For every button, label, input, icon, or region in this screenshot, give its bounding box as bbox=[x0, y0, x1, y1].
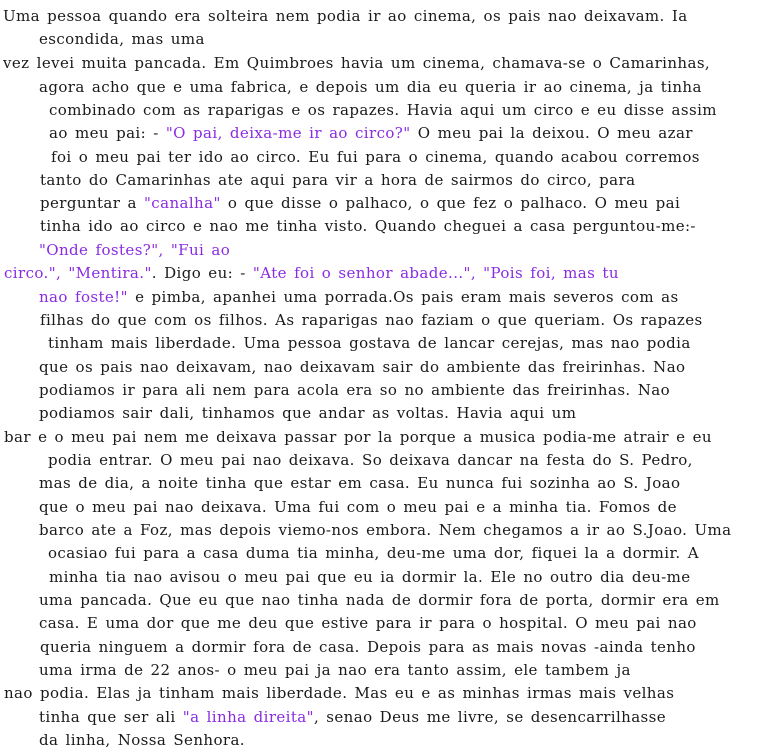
text-segment: ao meu pai: - bbox=[49, 124, 166, 142]
text-segment: Uma pessoa quando era solteira nem podia ir ao cinema, os pais nao deixavam. Ia bbox=[3, 7, 688, 25]
text-line bbox=[39, 241, 230, 259]
text-segment: agora acho que e uma fabrica, e depois um dia eu queria ir ao cinema, ja tinha bbox=[39, 78, 702, 96]
text-segment: perguntar a bbox=[40, 194, 144, 212]
text-segment: que os pais nao deixavam, nao deixavam sair do ambiente das freirinhas. Nao bbox=[39, 358, 686, 376]
text-line bbox=[51, 148, 700, 166]
text-segment: . Digo eu: - bbox=[151, 264, 253, 282]
text-segment: O meu pai la deixou. O meu azar bbox=[410, 124, 693, 142]
text-line bbox=[40, 217, 696, 235]
text-line bbox=[39, 521, 732, 539]
text-segment: que o meu pai nao deixava. Uma fui com o meu pai e a minha tia. Fomos de bbox=[39, 498, 677, 516]
text-segment: bar e o meu pai nem me deixava passar por la porque a musica podia-me atrair e eu bbox=[4, 428, 712, 446]
text-line bbox=[48, 544, 699, 562]
text-segment: tinha ido ao circo e nao me tinha visto. Quando cheguei a casa perguntou-me:- bbox=[40, 217, 696, 235]
text-segment: podiamos sair dali, tinhamos que andar as voltas. Havia aqui um bbox=[39, 404, 577, 422]
text-segment: uma irma de 22 anos- o meu pai ja nao era tanto assim, ele tambem ja bbox=[39, 661, 631, 679]
text-line bbox=[3, 54, 710, 72]
text-segment: foi o meu pai ter ido ao circo. Eu fui para o cinema, quando acabou corremos bbox=[51, 148, 700, 166]
text-segment: da linha, Nossa Senhora. bbox=[39, 731, 245, 749]
text-line bbox=[40, 311, 703, 329]
text-line bbox=[48, 334, 691, 352]
text-segment: podiamos ir para ali nem para acola era so no ambiente das freirinhas. Nao bbox=[39, 381, 671, 399]
text-line bbox=[4, 264, 619, 282]
text-line bbox=[49, 101, 717, 119]
text-line bbox=[48, 451, 693, 469]
text-line bbox=[39, 591, 720, 609]
text-segment: e pimba, apanhei uma porrada.Os pais eram mais severos com as bbox=[127, 288, 679, 306]
text-line bbox=[4, 684, 674, 702]
quoted-speech: circo.", "Mentira." bbox=[4, 264, 152, 282]
text-line bbox=[39, 288, 679, 306]
text-segment: , senao Deus me livre, se desencarrilhasse bbox=[313, 708, 667, 726]
text-line bbox=[49, 124, 693, 142]
text-line bbox=[39, 731, 245, 749]
text-segment: uma pancada. Que eu que nao tinha nada de dormir fora de porta, dormir era em bbox=[39, 591, 720, 609]
text-segment: nao podia. Elas ja tinham mais liberdade. Mas eu e as minhas irmas mais velhas bbox=[4, 684, 675, 702]
text-line bbox=[39, 474, 680, 492]
text-line bbox=[39, 614, 697, 632]
quoted-speech: "canalha" bbox=[144, 194, 221, 212]
text-line bbox=[49, 568, 691, 586]
text-segment: o que disse o palhaco, o que fez o palhaco. O meu pai bbox=[220, 194, 681, 212]
text-line bbox=[40, 194, 680, 212]
text-line bbox=[39, 30, 205, 48]
text-line bbox=[39, 78, 702, 96]
quoted-speech: "O pai, deixa-me ir ao circo?" bbox=[165, 124, 411, 142]
text-segment: vez levei muita pancada. Em Quimbroes havia um cinema, chamava-se o Camarinhas, bbox=[3, 54, 711, 72]
text-line bbox=[3, 7, 688, 25]
text-line bbox=[40, 171, 635, 189]
text-segment: podia entrar. O meu pai nao deixava. So deixava dancar na festa do S. Pedro, bbox=[48, 451, 693, 469]
quoted-speech: nao foste!" bbox=[39, 288, 128, 306]
text-line bbox=[40, 638, 696, 656]
text-segment: escondida, mas uma bbox=[39, 30, 205, 48]
text-segment: casa. E uma dor que me deu que estive para ir para o hospital. O meu pai nao bbox=[39, 614, 697, 632]
text-segment: combinado com as raparigas e os rapazes. Havia aqui um circo e eu disse assim bbox=[49, 101, 717, 119]
text-line bbox=[39, 661, 631, 679]
text-line bbox=[39, 358, 686, 376]
text-line bbox=[39, 404, 576, 422]
text-segment: queria ninguem a dormir fora de casa. Depois para as mais novas -ainda tenho bbox=[40, 638, 696, 656]
text-segment: tanto do Camarinhas ate aqui para vir a hora de sairmos do circo, para bbox=[40, 171, 636, 189]
text-segment: barco ate a Foz, mas depois viemo-nos embora. Nem chegamos a ir ao S.Joao. Uma bbox=[39, 521, 732, 539]
quoted-speech: "Onde fostes?", "Fui ao bbox=[39, 241, 231, 259]
text-segment: mas de dia, a noite tinha que estar em casa. Eu nunca fui sozinha ao S. Joao bbox=[39, 474, 681, 492]
text-segment: filhas do que com os filhos. As raparigas nao faziam o que queriam. Os rapazes bbox=[40, 311, 703, 329]
text-segment: tinham mais liberdade. Uma pessoa gostava de lancar cerejas, mas nao podia bbox=[48, 334, 691, 352]
quoted-speech: "a linha direita" bbox=[182, 708, 314, 726]
text-segment: minha tia nao avisou o meu pai que eu ia dormir la. Ele no outro dia deu-me bbox=[49, 568, 691, 586]
text-line bbox=[39, 498, 677, 516]
text-line bbox=[4, 428, 712, 446]
text-segment: ocasiao fui para a casa duma tia minha, deu-me uma dor, fiquei la a dormir. A bbox=[48, 544, 699, 562]
text-line bbox=[39, 381, 670, 399]
quoted-speech: "Ate foi o senhor abade...", "Pois foi, mas tu bbox=[252, 264, 619, 282]
text-line bbox=[39, 708, 666, 726]
text-segment: tinha que ser ali bbox=[39, 708, 183, 726]
